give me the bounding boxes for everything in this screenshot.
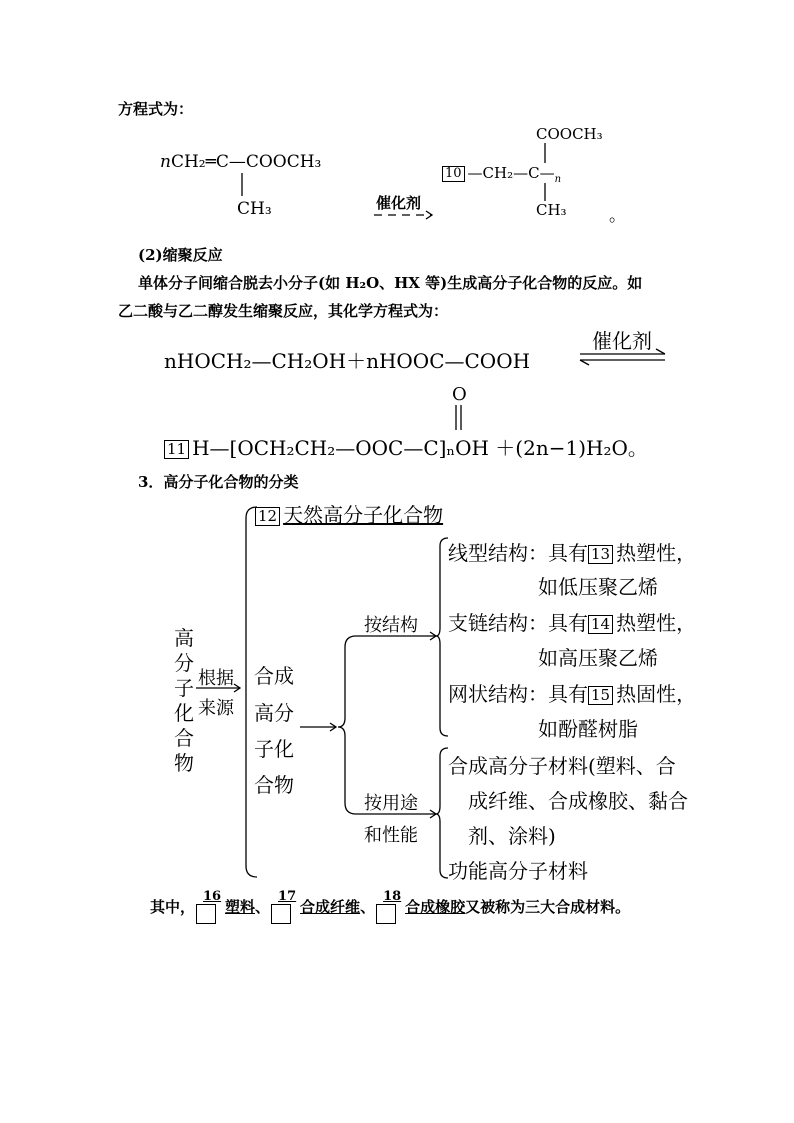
eq1-subn: n [554, 174, 562, 185]
eq1-poly: —CH₂—C— [467, 164, 555, 182]
by-source-1: 根据 [198, 668, 234, 689]
branched-number: 14 [588, 615, 613, 634]
summary-s2: 、 [360, 898, 376, 916]
branched-a: 支链结构：具有 [448, 611, 588, 635]
mark-number: 18 [383, 889, 402, 904]
by-source-2: 来源 [198, 698, 234, 719]
structure-brace [436, 538, 448, 736]
eq2-arrowhead-top [656, 349, 665, 354]
sec2-line2: 乙二酸与乙二醇发生缩聚反应，其化学方程式为： [118, 302, 449, 320]
summary-w1: 塑料 [225, 898, 256, 916]
eq1-end: 。 [609, 206, 626, 226]
eq1-number: 10 [442, 166, 465, 182]
intro-text: 方程式为： [118, 100, 194, 118]
linear-number: 13 [588, 545, 613, 564]
network-a: 网状结构：具有 [448, 682, 588, 706]
eq1-top: COOCH₃ [536, 125, 603, 143]
linear-b: 热塑性， [616, 541, 697, 565]
materials-2: 成纤维、合成橡胶、黏合 [468, 789, 688, 813]
eq2-catalyst: 催化剂 [592, 329, 652, 353]
sec2-line1: 单体分子间缩合脱去小分子(如 H₂O、HX 等)生成高分子化合物的反应。如 [138, 274, 643, 292]
by-use-1: 按用途 [364, 793, 418, 814]
summary-s1: 、 [255, 898, 271, 916]
eq1-branch: CH₃ [237, 199, 272, 219]
mark-number: 16 [203, 889, 222, 904]
branched-example: 如高压聚乙烯 [538, 646, 658, 670]
functional-materials: 功能高分子材料 [448, 859, 588, 883]
synthetic-2: 高分 [254, 701, 294, 725]
eq2-number: 11 [164, 440, 189, 459]
linear-a: 线型结构：具有 [448, 541, 588, 565]
materials-3: 剂、涂料) [468, 824, 556, 848]
summary-b: 又被称为三大合成材料。 [465, 898, 631, 916]
eq2-lhs: nHOCH₂—CH₂OH＋nHOOC—COOH [164, 349, 531, 373]
use-brace [436, 748, 448, 878]
eq1-left: CH₂═C—COOCH₃ [170, 152, 322, 172]
materials-1: 合成高分子材料(塑料、合 [448, 754, 676, 778]
by-structure: 按结构 [364, 615, 418, 636]
by-use-2: 和性能 [364, 825, 418, 846]
synthetic-4: 合物 [254, 773, 294, 797]
root-char: 物 [174, 751, 194, 775]
second-brace [338, 636, 356, 814]
eq1-n: n [160, 152, 171, 172]
linear-example: 如低压聚乙烯 [538, 575, 658, 599]
eq1-bottom: CH₃ [536, 201, 567, 219]
root-char: 高 [174, 626, 194, 650]
eq2-arrowhead-bottom [580, 360, 589, 365]
network-example: 如酚醛树脂 [538, 717, 638, 741]
sec2-title: (2)缩聚反应 [138, 246, 223, 264]
network-b: 热固性， [616, 682, 697, 706]
root-char: 化 [174, 701, 194, 725]
summary-w2: 合成纤维 [300, 898, 361, 916]
root-char: 合 [174, 726, 194, 750]
natural-number: 12 [255, 507, 280, 526]
sec3-title: 3．高分子化合物的分类 [138, 473, 299, 491]
root-char: 子 [174, 676, 194, 700]
branched-b: 热塑性， [616, 611, 697, 635]
eq1-arrowhead [426, 211, 432, 219]
eq1-catalyst: 催化剂 [376, 194, 422, 212]
mark-number: 17 [278, 889, 297, 904]
eq2-oxygen: O [452, 384, 467, 405]
summary-w3: 合成橡胶 [405, 898, 466, 916]
root-char: 分 [174, 651, 194, 675]
eq2-prod: H—[OCH₂CH₂—OOC—C]ₙOH ＋(2n−1)H₂O。 [192, 436, 648, 460]
synthetic-1: 合成 [254, 664, 294, 688]
network-number: 15 [588, 686, 613, 705]
summary-a: 其中， [150, 898, 196, 916]
main-brace [246, 507, 257, 877]
synthetic-3: 子化 [254, 737, 294, 761]
natural-text: 天然高分子化合物 [283, 503, 444, 527]
